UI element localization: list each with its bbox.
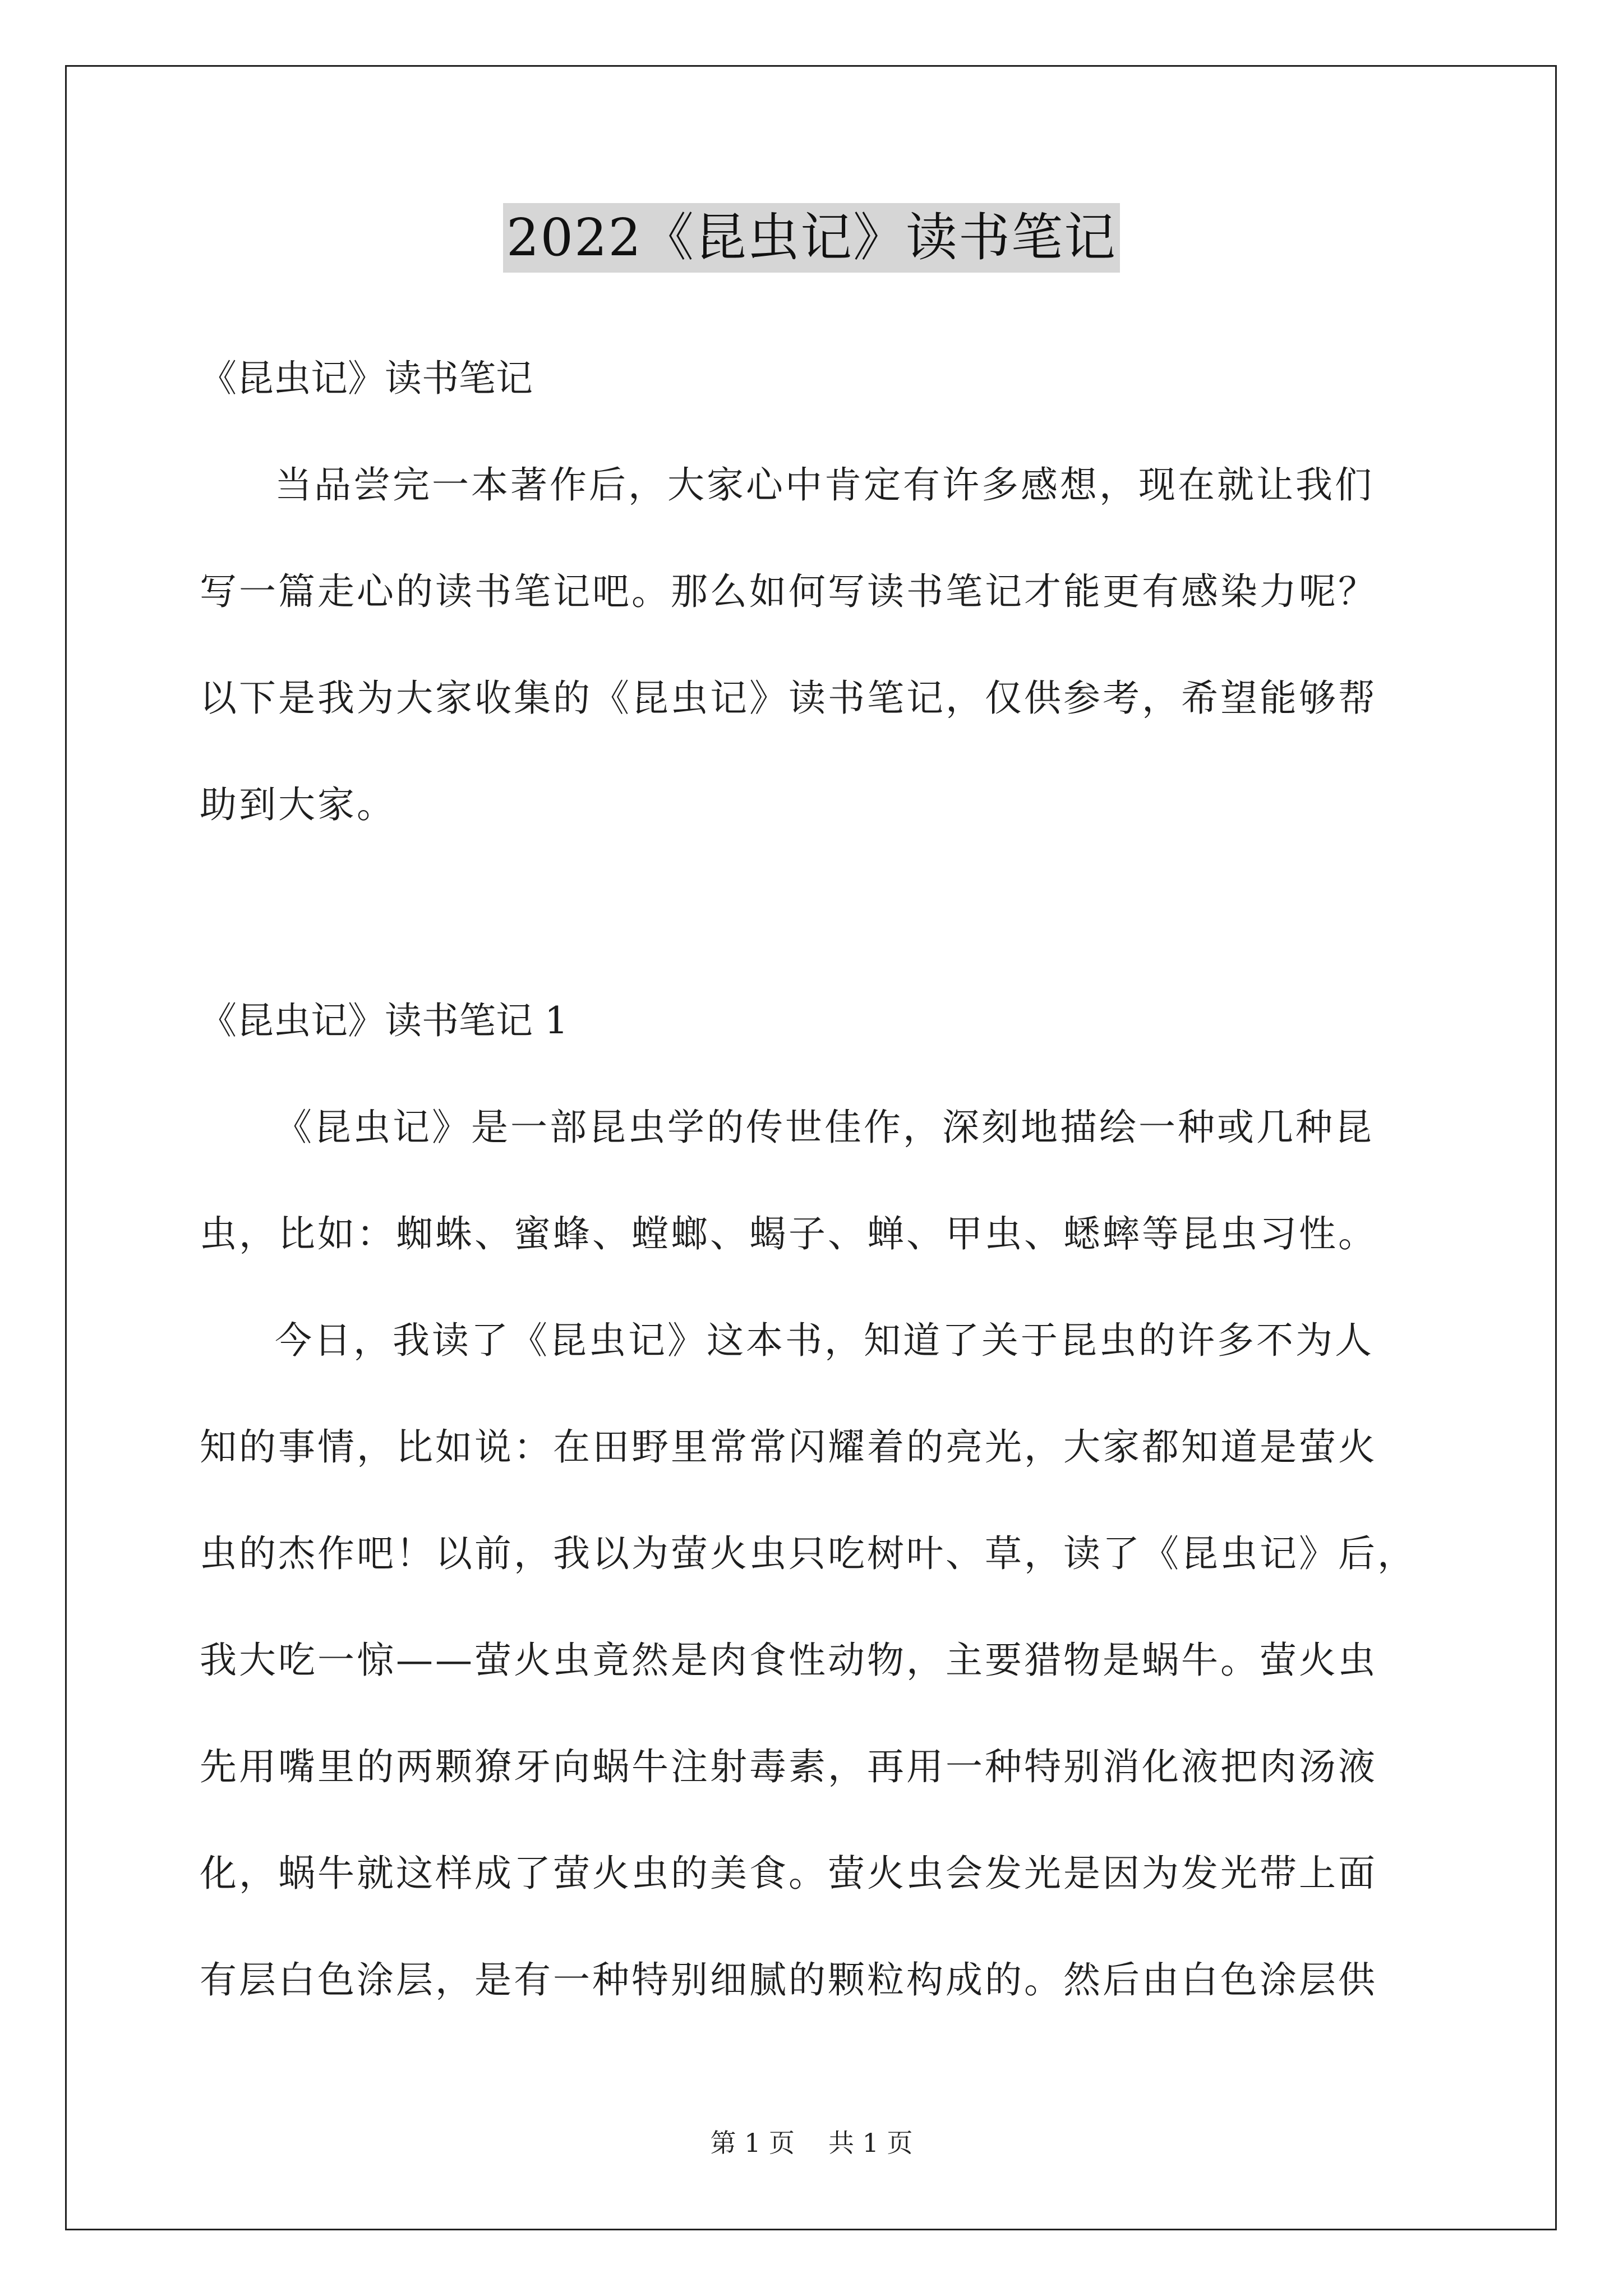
section1-para1-line: 虫，比如：蜘蛛、蜜蜂、螳螂、蝎子、蝉、甲虫、蟋蟀等昆虫习性。 (200, 1212, 1377, 1255)
intro-line: 写一篇走心的读书笔记吧。那么如何写读书笔记才能更有感染力呢？ (200, 570, 1377, 613)
section1-para2-line: 今日，我读了《昆虫记》这本书，知道了关于昆虫的许多不为人 (275, 1319, 1374, 1362)
intro-line: 助到大家。 (200, 783, 396, 826)
section1-para2-line: 我大吃一惊——萤火虫竟然是肉食性动物，主要猎物是蜗牛。萤火虫 (200, 1639, 1377, 1682)
section1-para2-line: 先用嘴里的两颗獠牙向蜗牛注射毒素，再用一种特别消化液把肉汤液 (200, 1745, 1377, 1788)
page-total: 共 1 页 (828, 2128, 913, 2158)
intro-line: 以下是我为大家收集的《昆虫记》读书笔记，仅供参考，希望能够帮 (200, 677, 1377, 720)
intro-line: 当品尝完一本著作后，大家心中肯定有许多感想，现在就让我们 (275, 463, 1374, 507)
section1-heading: 《昆虫记》读书笔记 1 (200, 999, 568, 1042)
title-container (0, 203, 1623, 273)
intro-heading: 《昆虫记》读书笔记 (200, 357, 533, 400)
section1-para1-line: 《昆虫记》是一部昆虫学的传世佳作，深刻地描绘一种或几种昆 (275, 1106, 1374, 1149)
page-footer (0, 2126, 1623, 2160)
section1-para2-line: 知的事情，比如说：在田野里常常闪耀着的亮光，大家都知道是萤火 (200, 1425, 1377, 1469)
section1-para2-line: 虫的杰作吧！以前，我以为萤火虫只吃树叶、草，读了《昆虫记》后， (200, 1532, 1417, 1575)
section1-para2-line: 有层白色涂层，是有一种特别细腻的颗粒构成的。然后由白色涂层供 (200, 1958, 1377, 2001)
section1-para2-line: 化，蜗牛就这样成了萤火虫的美食。萤火虫会发光是因为发光带上面 (200, 1852, 1377, 1895)
page-number: 第 1 页 (710, 2128, 795, 2158)
document-title: 2022《昆虫记》读书笔记 (503, 203, 1120, 273)
